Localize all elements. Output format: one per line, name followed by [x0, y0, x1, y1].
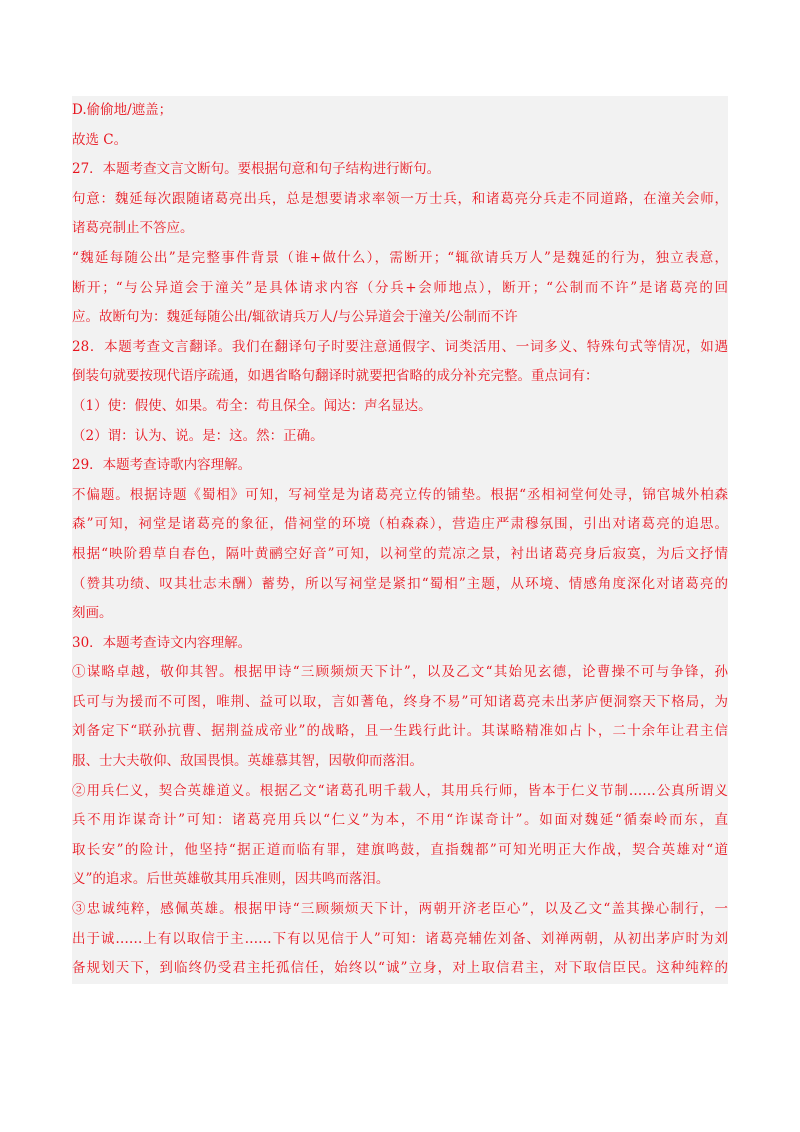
text-line: 根据“映阶碧草自春色，隔叶黄鹂空好音”可知，以祠堂的荒凉之景，衬出诸葛亮身后寂寞，为后文抒情 — [72, 545, 728, 562]
text-line: 诸葛亮制止不答应。 — [72, 220, 194, 237]
text-line: 30．本题考查诗文内容理解。 — [72, 634, 252, 651]
text-line: 故选 C。 — [72, 131, 128, 148]
text-line: （1）使：假使、如果。苟全：苟且保全。闻达：声名显达。 — [72, 397, 432, 414]
text-line: 句意：魏延每次跟随诸葛亮出兵，总是想要请求率领一万士兵，和诸葛亮分兵走不同道路，在潼关会师， — [72, 190, 728, 207]
text-line: 兵不用诈谋奇计”可知：诸葛亮用兵以“仁义”为本，不用“诈谋奇计”。如面对魏延“循秦岭而东，直 — [72, 812, 728, 829]
text-line: 应。故断句为：魏延每随公出/辄欲请兵万人/与公异道会于潼关/公制而不许 — [72, 309, 518, 326]
text-line: 倒装句就要按现代语序疏通，如遇省略句翻译时就要把省略的成分补充完整。重点词有： — [72, 368, 599, 385]
text-line: 氏可与为援而不可图，唯荆、益可以取，言如蓍龟，终身不易”可知诸葛亮未出茅庐便洞察天下格局，为 — [72, 693, 728, 710]
answer-explanation-text — [72, 96, 728, 984]
text-line: 断开；“与公异道会于潼关”是具体请求内容（分兵+会师地点），断开；“公制而不许”是诸葛亮的回 — [72, 279, 728, 296]
text-line: 取长安”的险计，他坚持“据正道而临有罪，建旗鸣鼓，直指魏都”可知光明正大作战，契合英雄对“道 — [72, 841, 728, 858]
text-line: ③忠诚纯粹，感佩英雄。根据甲诗“三顾频烦天下计，两朝开济老臣心”，以及乙文“盖其操心制行，一 — [72, 901, 728, 918]
text-line: 服、士大夫敬仰、敌国畏惧。英雄慕其智，因敬仰而落泪。 — [72, 753, 423, 770]
text-line: ①谋略卓越，敬仰其智。根据甲诗“三顾频烦天下计”，以及乙文“其始见玄德，论曹操不可与争锋，孙 — [72, 664, 728, 681]
text-line: 29．本题考查诗歌内容理解。 — [72, 457, 252, 474]
text-line: 义”的追求。后世英雄敬其用兵准则，因共鸣而落泪。 — [72, 871, 390, 888]
text-line: 刻画。 — [72, 605, 113, 622]
text-line: 出于诚……上有以取信于主……下有以见信于人”可知：诸葛亮辅佐刘备、刘禅两朝，从初出茅庐时为刘 — [72, 930, 728, 947]
text-line: ②用兵仁义，契合英雄道义。根据乙文“诸葛孔明千载人，其用兵行师，皆本于仁义节制……公真所谓义 — [72, 782, 728, 799]
text-line: 森”可知，祠堂是诸葛亮的象征，借祠堂的环境（柏森森），营造庄严肃穆氛围，引出对诸葛亮的追思。 — [72, 516, 728, 533]
text-line: 28．本题考查文言翻译。我们在翻译句子时要注意通假字、词类活用、一词多义、特殊句式等情况，如遇 — [72, 338, 728, 355]
text-line: 不偏题。根据诗题《蜀相》可知，写祠堂是为诸葛亮立传的铺垫。根据“丞相祠堂何处寻，锦官城外柏森 — [72, 486, 728, 503]
text-line: （赞其功绩、叹其壮志未酬）蓄势，所以写祠堂是紧扣“蜀相”主题，从环境、情感角度深化对诸葛亮的 — [72, 575, 728, 592]
text-line: 备规划天下，到临终仍受君主托孤信任，始终以“诚”立身，对上取信君主，对下取信臣民。这种纯粹的 — [72, 960, 728, 977]
text-line: “魏延每随公出”是完整事件背景（谁+做什么），需断开；“辄欲请兵万人”是魏延的行为，独立表意， — [72, 249, 728, 266]
text-line: 27．本题考查文言文断句。要根据句意和句子结构进行断句。 — [72, 161, 441, 178]
text-line: D.偷偷地/遮盖； — [72, 102, 173, 118]
text-line: （2）谓：认为、说。是：这。然：正确。 — [72, 427, 324, 444]
text-line: 刘备定下“联孙抗曹、据荆益成帝业”的战略，且一生践行此计。其谋略精准如占卜，二十余年让君主信 — [72, 723, 728, 740]
